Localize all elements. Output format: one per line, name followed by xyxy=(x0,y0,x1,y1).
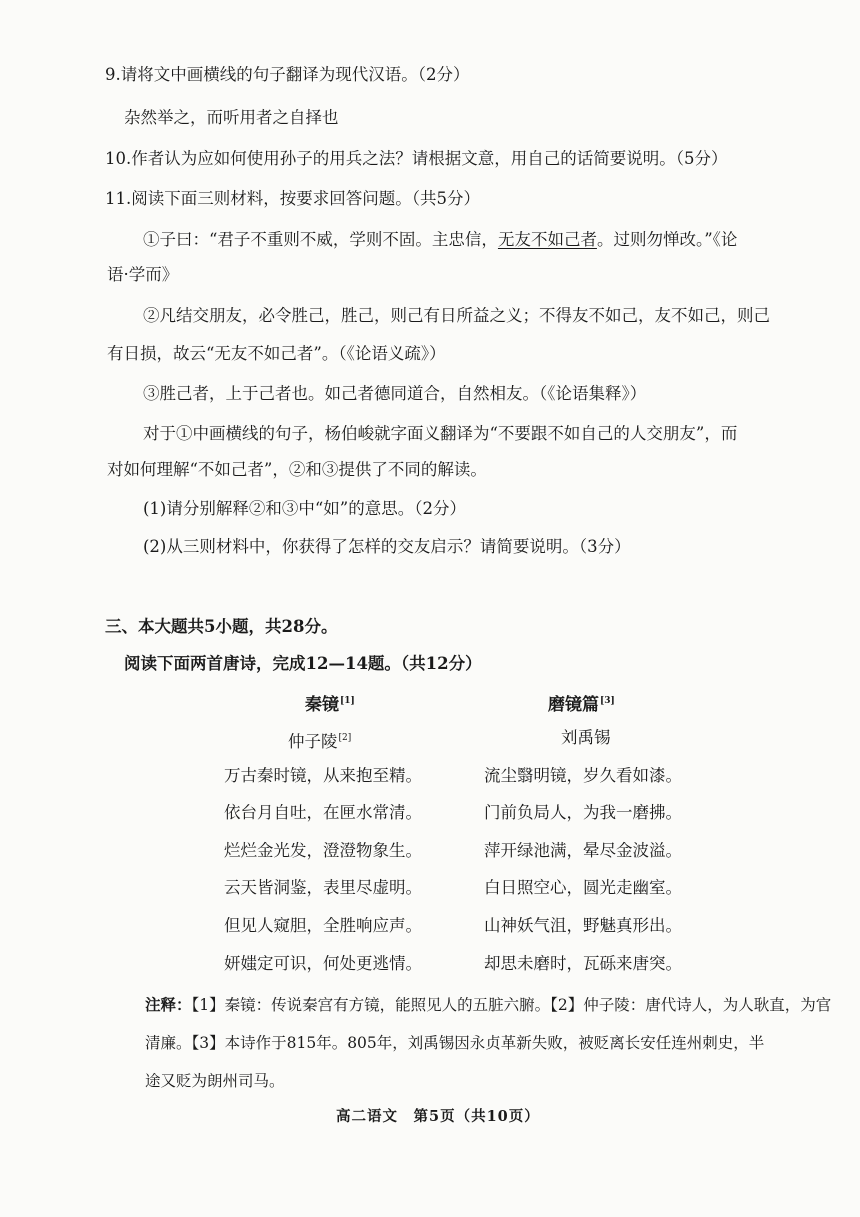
q10-stem: 10.作者认为应如何使用孙子的用兵之法？请根据文意，用自己的话简要说明。（5分） xyxy=(105,149,728,168)
poem-1-author-text: 仲子陵 xyxy=(288,732,338,751)
q11-material-2-cont: 有日损，故云“无友不如己者”。（《论语义疏》） xyxy=(107,344,446,363)
poem-1-line: 云天皆洞鉴，表里尽虚明。 xyxy=(224,878,422,897)
poem-2-line: 却思未磨时，瓦砾来唐突。 xyxy=(484,954,682,973)
underlined-sentence: 无友不如己者 xyxy=(497,230,597,249)
q9-sentence: 杂然举之，而听用者之自择也 xyxy=(124,108,339,127)
page-footer: 高二语文 第5页（共10页） xyxy=(336,1108,540,1125)
q11-sub2: (2)从三则材料中，你获得了怎样的交友启示？请简要说明。（3分） xyxy=(143,537,631,556)
poem-2-line: 流尘翳明镜，岁久看如漆。 xyxy=(484,766,682,785)
poem-1-author-footnote: [2] xyxy=(338,733,352,743)
poem-1-line: 依台月自吐，在匣水常清。 xyxy=(224,803,422,822)
material-1-part-b: 。过则勿惮改。”《论 xyxy=(596,230,738,249)
q11-material-2: ②凡结交朋友，必令胜己，胜己，则己有日所益之义；不得友不如己，友不如己，则己 xyxy=(143,306,770,325)
poem-1-line: 但见人窥胆，全胜响应声。 xyxy=(224,916,422,935)
poem-2-line: 门前负局人，为我一磨拂。 xyxy=(484,803,682,822)
section-3-heading: 三、本大题共5小题，共28分。 xyxy=(105,617,338,636)
q11-material-3: ③胜己者，上于己者也。如己者德同道合，自然相友。（《论语集释》） xyxy=(143,384,647,403)
q11-stem: 11.阅读下面三则材料，按要求回答问题。（共5分） xyxy=(105,189,480,208)
poem-2-line: 山神妖气沮，野魅真形出。 xyxy=(484,916,682,935)
poem-2-title xyxy=(548,690,615,716)
poem-1-line: 万古秦时镜，从来抱至精。 xyxy=(224,766,422,785)
notes-label: 注释： xyxy=(145,995,192,1014)
poem-2-line: 白日照空心，圆光走幽室。 xyxy=(484,878,682,897)
poem-1-title-footnote: [1] xyxy=(340,696,355,706)
poem-1-line: 妍媸定可识，何处更逃情。 xyxy=(224,954,422,973)
notes-line-2: 清廉。【3】本诗作于815年。805年，刘禹锡因永贞革新失败，被贬离长安任连州刺史，半 xyxy=(145,1034,765,1052)
q11-material-1-cont: 语·学而》 xyxy=(107,265,179,284)
poem-1-author xyxy=(288,727,351,753)
poem-2-title-text: 磨镜篇 xyxy=(548,695,599,715)
q11-description: 对于①中画横线的句子，杨伯峻就字面义翻译为“不要跟不如自己的人交朋友”，而 xyxy=(143,424,738,443)
poem-1-title xyxy=(305,690,355,716)
poem-2-line: 萍开绿池满，晕尽金波溢。 xyxy=(484,841,682,860)
poem-1-line: 烂烂金光发，澄澄物象生。 xyxy=(224,841,422,860)
poem-2-author: 刘禹锡 xyxy=(561,728,611,747)
notes-line-1 xyxy=(145,994,831,1016)
poem-1-title-text: 秦镜 xyxy=(305,695,339,715)
q11-material-1 xyxy=(143,229,737,251)
notes-line-3: 途又贬为朗州司马。 xyxy=(145,1072,285,1090)
q11-sub1: (1)请分别解释②和③中“如”的意思。（2分） xyxy=(143,499,466,518)
poem-2-title-footnote: [3] xyxy=(600,696,615,706)
q11-description-cont: 对如何理解“不如己者”，②和③提供了不同的解读。 xyxy=(107,460,487,479)
section-3-intro: 阅读下面两首唐诗，完成12—14题。（共12分） xyxy=(124,654,482,673)
q9-stem: 9.请将文中画横线的句子翻译为现代汉语。（2分） xyxy=(105,65,470,84)
material-1-part-a: ①子曰：“君子不重则不威，学则不固。主忠信， xyxy=(143,230,498,249)
notes-text-1: 【1】秦镜：传说秦宫有方镜，能照见人的五脏六腑。【2】仲子陵：唐代诗人，为人耿直，为官 xyxy=(191,996,832,1014)
